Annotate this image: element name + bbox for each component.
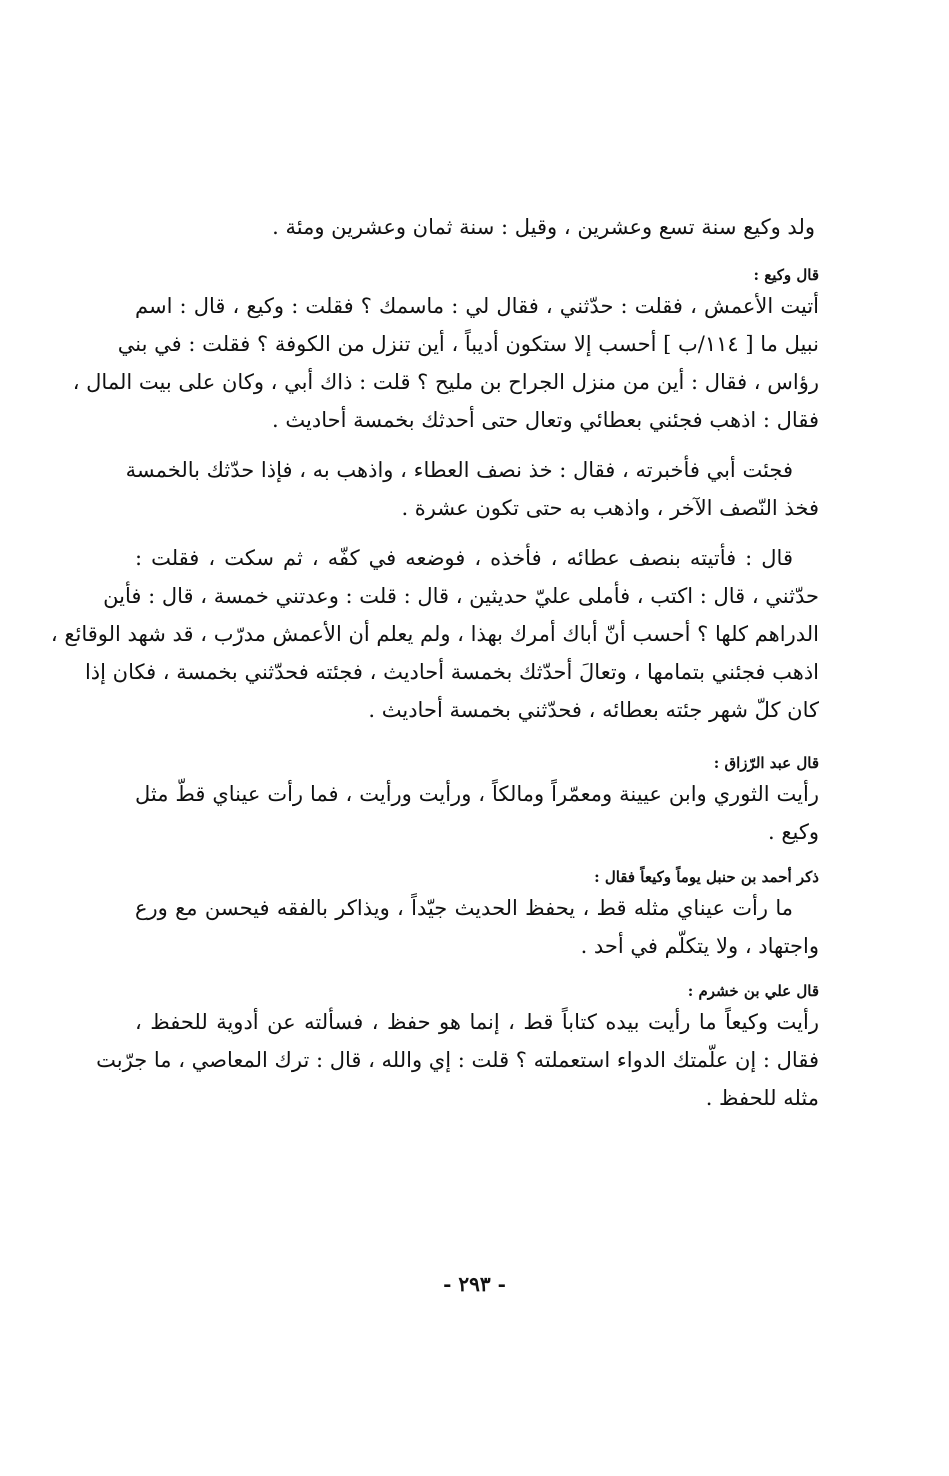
- text-line: أتيت الأعمش ، فقلت : حدّثني ، فقال لي : ماسمك ؟ فقلت : وكيع ، قال : اسم: [135, 294, 819, 318]
- text-line: مثله للحفظ .: [705, 1086, 819, 1110]
- text-line: رأيت وكيعاً ما رأيت بيده كتاباً قط ، إنما هو حفظ ، فسألته عن أدوية للحفظ ،: [135, 1010, 819, 1034]
- text-line: الدراهم كلها ؟ أحسب أنّ أباك أمرك بهذا ، ولم يعلم أن الأعمش مدرّب ، قد شهد الوقائع ،: [50, 622, 819, 646]
- text-line: فخذ النّصف الآخر ، واذهب به حتى تكون عشرة .: [401, 496, 819, 520]
- paragraph: [96, 1003, 819, 1117]
- text-line: حدّثني ، قال : اكتب ، فأملى عليّ حديثين ، قال : قلت : وعدتني خمسة ، قال : فأين: [103, 584, 819, 608]
- section-heading: قال عبد الرّزاق :: [713, 754, 819, 772]
- text-line: رأيت الثوري وابن عيينة ومعمّراً ومالكاً ، ورأيت ورأيت ، فما رأت عيناي قطّ مثل: [135, 782, 819, 806]
- page-body: [50, 208, 819, 1117]
- paragraph: [72, 287, 819, 439]
- text-line: نبيل ما [ ١١٤/ب ] أحسب إلا ستكون أديباً ، أين تنزل من الكوفة ؟ فقلت : في بني: [117, 332, 819, 356]
- text-line: فقال : اذهب فجئني بعطائي وتعال حتى أحدثك بخمسة أحاديث .: [272, 408, 819, 432]
- text-line: كان كلّ شهر جئته بعطائه ، فحدّثني بخمسة أحاديث .: [368, 698, 819, 722]
- text-line: فقال : إن علّمتك الدواء استعملته ؟ قلت : إي والله ، قال : ترك المعاصي ، ما جرّبت: [96, 1048, 819, 1072]
- text-line: ما رأت عيناي مثله قط ، يحفظ الحديث جيّداً ، ويذاكر بالفقه فيحسن مع ورع: [135, 896, 793, 920]
- text-line: فجئت أبي فأخبرته ، فقال : خذ نصف العطاء ، واذهب به ، فإذا حدّثك بالخمسة: [125, 458, 793, 482]
- text-line: وكيع .: [767, 820, 819, 844]
- page-number: - ٢٩٣ -: [443, 1272, 506, 1296]
- section-heading: قال علي بن خشرم :: [687, 982, 819, 1000]
- paragraph: [125, 451, 819, 527]
- paragraph: [135, 889, 819, 965]
- section-heading: ذكر أحمد بن حنبل يوماً وكيعاً فقال :: [594, 868, 819, 886]
- intro-line: ولد وكيع سنة تسع وعشرين ، وقيل : سنة ثمان وعشرين ومئة .: [272, 215, 815, 239]
- text-line: قال : فأتيته بنصف عطائه ، فأخذه ، فوضعه في كفّه ، ثم سكت ، فقلت :: [135, 546, 793, 570]
- paragraph: [135, 775, 819, 851]
- paragraph: [50, 539, 819, 729]
- text-line: رؤاس ، فقال : أين من منزل الجراح بن مليح ؟ قلت : ذاك أبي ، وكان على بيت المال ،: [72, 370, 819, 394]
- text-line: اذهب فجئني بتمامها ، وتعالَ أحدّثك بخمسة أحاديث ، فجئته فحدّثني بخمسة ، فكان إذا: [84, 660, 819, 684]
- text-line: واجتهاد ، ولا يتكلّم في أحد .: [580, 934, 819, 958]
- section-heading: قال وكيع :: [753, 266, 819, 284]
